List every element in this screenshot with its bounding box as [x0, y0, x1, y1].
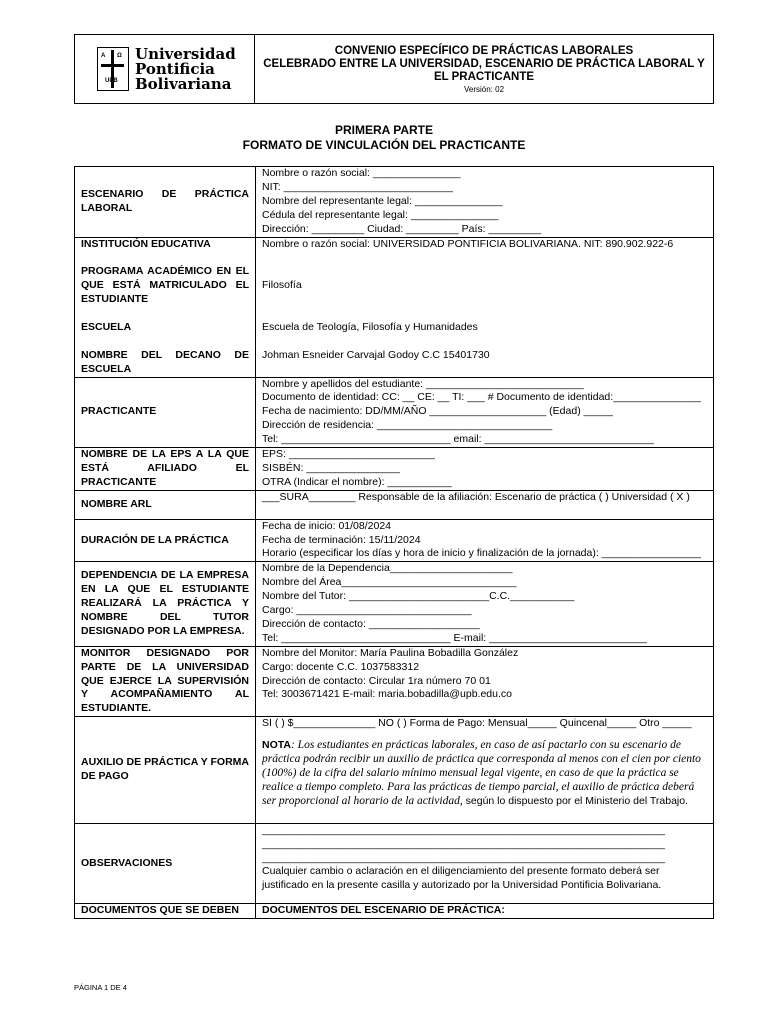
value-practicante: Nombre y apellidos del estudiante: ___________________________ Documento de identidad: CC: __ CE: __ TI: ___ # Documento de identidad:_______________ Fecha de nacimiento: DD/MM/AÑO ____________________ (Edad) _____ Dirección de residencia: ______________________________ Tel: _____________________________ email: _____________________________	[256, 377, 714, 448]
row-institucion	[75, 237, 714, 377]
value-escenario: Nombre o razón social: _______________ NIT: _____________________________ Nombre del representante legal: _______________ Cédula del representante legal: _______________ Dirección: _________ Ciudad: _________ País: _________	[256, 167, 714, 238]
row-escenario	[75, 167, 714, 238]
value-dependencia: Nombre de la Dependencia_____________________ Nombre del Área______________________________ Nombre del Tutor: ________________________C.C.___________ Cargo: ______________________________ Dirección de contacto: ___________________ Tel: _____________________________ E-mail: ___________________________	[256, 562, 714, 646]
nota-label: NOTA	[262, 739, 291, 752]
value-auxilio: SI ( ) $______________ NO ( ) Forma de Pago: Mensual_____ Quincenal_____ Otro _____ NOTA: Los estudiantes en prácticas laborales, en caso de así pactarlo con su escenario de práctica podrán recibir un auxilio de práctica que corresponda al menos con el cien por ciento (100%) de la cifra del salario mínimo mensual legal vigente, en caso de que la práctica se realice a tiempo completo. Para las prácticas de tiempo parcial, el auxilio de práctica deberá ser proporcional al horario de la actividad, según lo dispuesto por el Ministerio del Trabajo.	[256, 717, 714, 823]
row-monitor	[75, 646, 714, 717]
label-dependencia: DEPENDENCIA DE LA EMPRESA EN LA QUE EL ESTUDIANTE REALIZARÁ LA PRÁCTICA Y NOMBRE DEL TUTOR DESIGNADO POR LA EMPRESA.	[75, 562, 256, 646]
value-duracion: Fecha de inicio: 01/08/2024 Fecha de terminación: 15/11/2024 Horario (especificar los días y hora de inicio y finalización de la jornada): _________________	[256, 519, 714, 562]
row-arl	[75, 490, 714, 519]
row-duracion	[75, 519, 714, 562]
value-arl: ___SURA________ Responsable de la afiliación: Escenario de práctica ( ) Universidad ( X )	[256, 490, 714, 519]
linking-form-table	[74, 166, 714, 919]
label-eps: NOMBRE DE LA EPS A LA QUE ESTÁ AFILIADO EL PRACTICANTE	[75, 448, 256, 491]
university-seal-icon: A Ω UPB	[97, 47, 129, 91]
label-observaciones: OBSERVACIONES	[75, 823, 256, 904]
label-arl: NOMBRE ARL	[75, 490, 256, 519]
part-subtitle: FORMATO DE VINCULACIÓN DEL PRACTICANTE	[242, 138, 526, 152]
page-number: PÁGINA 1 DE 4	[74, 983, 127, 992]
row-observaciones	[75, 823, 714, 904]
value-documentos: DOCUMENTOS DEL ESCENARIO DE PRÁCTICA:	[256, 904, 714, 919]
row-dependencia	[75, 562, 714, 646]
value-observaciones: _____________________________________________________________________ _____________________________________________________________________ _____________________________________________________________________ Cualquier cambio o aclaración en el diligenciamiento del presente formato deberá ser justificado en la presente casilla y autorizado por la Universidad Pontificia Bolivariana.	[256, 823, 714, 904]
nota-tail: según lo dispuesto por el Ministerio del Trabajo.	[462, 794, 689, 807]
logo-wordmark: Universidad Pontificia Bolivariana	[135, 44, 236, 93]
label-escenario: ESCENARIO DE PRÁCTICA LABORAL	[75, 167, 256, 238]
row-practicante	[75, 377, 714, 448]
title-line-2: CELEBRADO ENTRE LA UNIVERSIDAD, ESCENARIO DE PRÁCTICA LABORAL Y EL PRACTICANTE	[263, 57, 705, 83]
label-documentos: DOCUMENTOS QUE SE DEBEN	[75, 904, 256, 919]
value-eps: EPS: _________________________ SISBÉN: ________________ OTRA (Indicar el nombre): ___________	[256, 448, 714, 491]
logo	[75, 35, 255, 103]
row-auxilio	[75, 717, 714, 823]
header-title	[255, 35, 713, 103]
title-line-1: CONVENIO ESPECÍFICO DE PRÁCTICAS LABORALES	[334, 44, 634, 57]
label-monitor: MONITOR DESIGNADO POR PARTE DE LA UNIVERSIDAD QUE EJERCE LA SUPERVISIÓN Y ACOMPAÑAMIENTO AL ESTUDIANTE.	[75, 646, 256, 717]
version-label: Versión: 02	[463, 84, 505, 94]
label-practicante: PRACTICANTE	[75, 377, 256, 448]
row-documentos	[75, 904, 714, 919]
value-institucion: Nombre o razón social: UNIVERSIDAD PONTIFICIA BOLIVARIANA. NIT: 890.902.922-6 Filosofía Escuela de Teología, Filosofía y Humanidades Johman Esneider Carvajal Godoy C.C 15401730	[256, 237, 714, 377]
nota-text: : Los estudiantes en prácticas laborales, en caso de así pactarlo con su escenario de práctica podrán recibir un auxilio de práctica que corresponda al menos con el cien por ciento (100%) de la cifra del salario mínimo mensual legal vigente, en caso de que la práctica se realice a tiempo completo. Para las prácticas de tiempo parcial, el auxilio de práctica deberá ser proporcional al horario de la actividad,	[262, 739, 701, 807]
label-duracion: DURACIÓN DE LA PRÁCTICA	[75, 519, 256, 562]
document-header	[74, 34, 714, 104]
row-eps	[75, 448, 714, 491]
value-monitor: Nombre del Monitor: María Paulina Bobadilla González Cargo: docente C.C. 1037583312 Dirección de contacto: Circular 1ra número 70 01 Tel: 3003671421 E-mail: maria.bobadilla@upb.edu.co	[256, 646, 714, 717]
label-institucion: INSTITUCIÓN EDUCATIVA PROGRAMA ACADÉMICO EN EL QUE ESTÁ MATRICULADO EL ESTUDIANTE ESCUELA NOMBRE DEL DECANO DE ESCUELA	[75, 237, 256, 377]
label-auxilio: AUXILIO DE PRÁCTICA Y FORMA DE PAGO	[75, 717, 256, 823]
part-title: PRIMERA PARTE	[334, 123, 433, 137]
